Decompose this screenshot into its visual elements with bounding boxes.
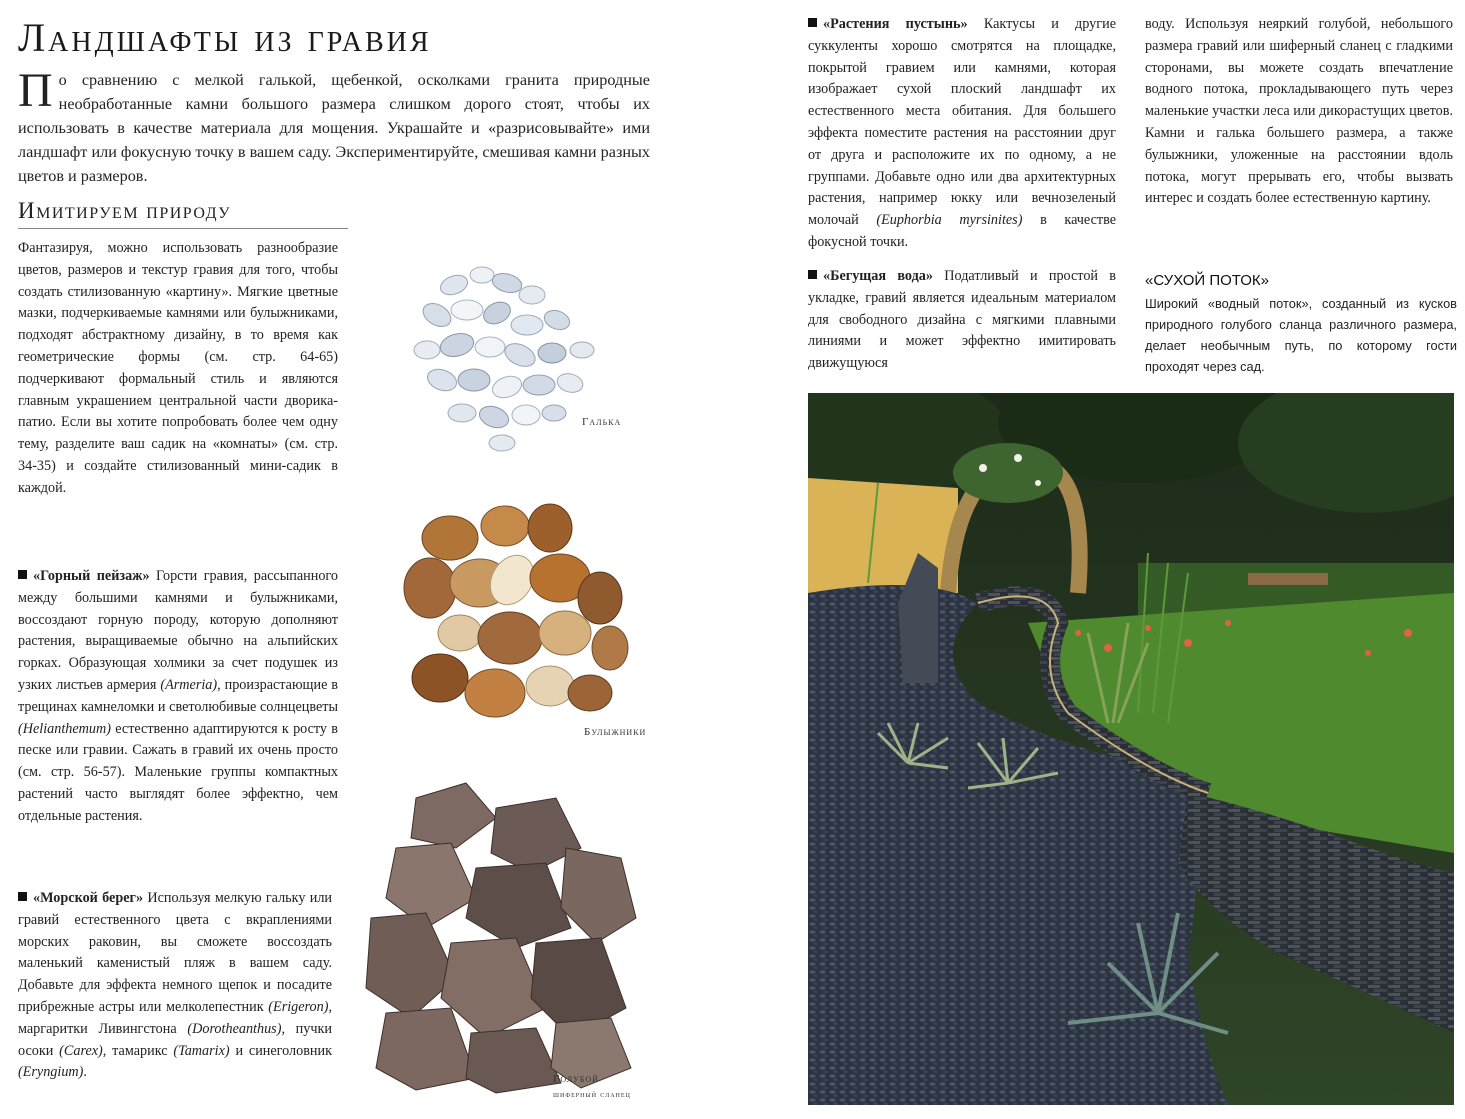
- water-paragraph: [808, 266, 1116, 375]
- bullet-square-icon: [808, 18, 817, 27]
- seashore-text: и синеголовник: [229, 1042, 333, 1059]
- bullet-square-icon: [808, 270, 817, 279]
- section-paragraph: Фантазируя, можно использовать разнообразие цветов, размеров и текстур гравия для того, чтобы создать стилизованную «картину». Мягкие цветные мазки, подчеркиваемые камнями или булыжниками, подходят абстрактному дизайну, в то время как геометрические формы (см. стр. 64-65) подчеркивают формальный стиль и являются главным украшением центральной части дворика-патио. Если вы хотите попробовать более чем одну тему, разделите ваш садик на «комнаты» (см. стр. 34-35) и создайте стилизованный мини-садик в каждой.: [18, 240, 338, 496]
- pebbles-image: [402, 255, 617, 465]
- section-heading: Имитируем природу: [18, 198, 232, 223]
- seashore-latin: (Eryngium): [18, 1064, 84, 1081]
- mountain-text: , произрастающие в трещинах камнеломки и светолюбивые солнцецветы: [18, 676, 339, 715]
- photo-caption-title: «СУХОЙ ПОТОК»: [1145, 272, 1270, 289]
- seashore-text: , пучки осоки: [18, 1020, 332, 1059]
- garden-photo: [808, 393, 1454, 1105]
- cobbles-image: [400, 498, 640, 738]
- intro-paragraph: [18, 64, 650, 188]
- pebbles-caption: Галька: [582, 416, 622, 428]
- water-paragraph-continued: воду. Используя неяркий голубой, небольшого размера гравий или шиферный сланец с гладкими сторонами, вы можете создать впечатление водного потока, прокладывающего путь через маленькие участки леса или дикорастущих цветов. Камни и галька большего размера, а также булыжники, уложенные на расстоянии вдоль потока, могут прерывать его, чтобы вызвать интерес и создать более естественную картину.: [1145, 16, 1453, 207]
- mountain-lead: «Горный пейзаж»: [33, 568, 150, 584]
- seashore-text: , тамарикс: [102, 1042, 174, 1059]
- seashore-latin: (Erigeron): [268, 998, 329, 1015]
- dry-stream-garden-illustration: [808, 393, 1454, 1105]
- intro-text: о сравнению с мелкой галькой, щебенкой, осколками гранита природные необработанные камни большого размера слишком дорого стоят, чтобы их использовать в качестве материала для мощения. Украшайте и «разрисовывайте» ими ландшафт или фокусную точку в вашем саду. Экспериментируйте, смешивая камни разных цветов и размеров.: [18, 71, 650, 185]
- seashore-lead: «Морской берег»: [33, 890, 144, 906]
- slate-caption-line2: шиферный сланец: [553, 1089, 631, 1099]
- seashore-latin: (Tamarix): [173, 1042, 230, 1059]
- desert-paragraph: [808, 14, 1116, 254]
- seashore-text: Используя мелкую гальку или гравий естественного цвета с вкраплениями морских раковин, вы сможете воссоздать маленький каменистый пляж в вашем саду. Добавьте для эффекта немного щепок и посадите прибрежные астры или мелколепестник: [18, 890, 332, 1015]
- seashore-text: , маргаритки Ливингстона: [18, 998, 332, 1037]
- bullet-square-icon: [18, 892, 27, 901]
- desert-text: в качестве фокусной точки.: [808, 212, 1116, 250]
- section-rule: [18, 228, 348, 229]
- pebble-pile: [414, 267, 594, 451]
- mountain-paragraph: [18, 566, 338, 828]
- bullet-square-icon: [18, 570, 27, 579]
- seashore-latin: (Dorotheanthus): [187, 1020, 282, 1037]
- slate-caption-line1: Голубой: [553, 1073, 599, 1085]
- desert-latin: (Euphorbia myrsinites): [876, 212, 1023, 229]
- mountain-text: естественно адаптируются к росту в песке или гравии. Сажать в гравий их очень просто (см. стр. 56-57). Маленькие группы компактных растений часто выглядят более эффектно, чем отдельные растения.: [18, 720, 338, 824]
- water-lead: «Бегущая вода»: [823, 268, 933, 284]
- mountain-latin: (Helianthemum): [18, 720, 111, 737]
- seashore-latin: (Carex): [59, 1042, 103, 1059]
- cobbles-caption: Булыжники: [584, 726, 647, 738]
- slate-pile: [366, 783, 636, 1093]
- seashore-paragraph: [18, 888, 332, 1084]
- desert-lead: «Растения пустынь»: [823, 16, 968, 32]
- seashore-text: .: [83, 1064, 87, 1081]
- desert-text: Кактусы и другие суккуленты хорошо смотрятся на площадке, покрытой гравием или камнями, которая изображает сухой плоский ландшафт их естественного места обитания. Для большего эффекта поместите растения на расстоянии друг от друга и расположите их по одному, а не группами. Добавьте одно или два архитектурных растения, например юкку или вечнозеленый молочай: [808, 16, 1116, 229]
- slate-image: [356, 778, 656, 1096]
- water-text: Податливый и простой в укладке, гравий является идеальным материалом для свободного дизайна с мягкими плавными линиями и может эффектно имитировать движущуюся: [808, 268, 1116, 372]
- cobble-pile: [404, 504, 628, 717]
- photo-caption-body: Широкий «водный поток», созданный из кусков природного голубого сланца различного размера, делает необычным путь, по которому гости проходят через сад.: [1145, 296, 1457, 374]
- mountain-text: Горсти гравия, рассыпанного между большими камнями и булыжниками, воссоздают горную породу, которую дополняют растения, выращиваемые обычно на альпийских горках. Образующая холмики за счет подушек из узких листьев армерия: [18, 568, 338, 693]
- page-title: Ландшафты из гравия: [18, 15, 432, 60]
- mountain-latin: (Armeria): [160, 676, 218, 693]
- drop-cap: П: [18, 64, 53, 117]
